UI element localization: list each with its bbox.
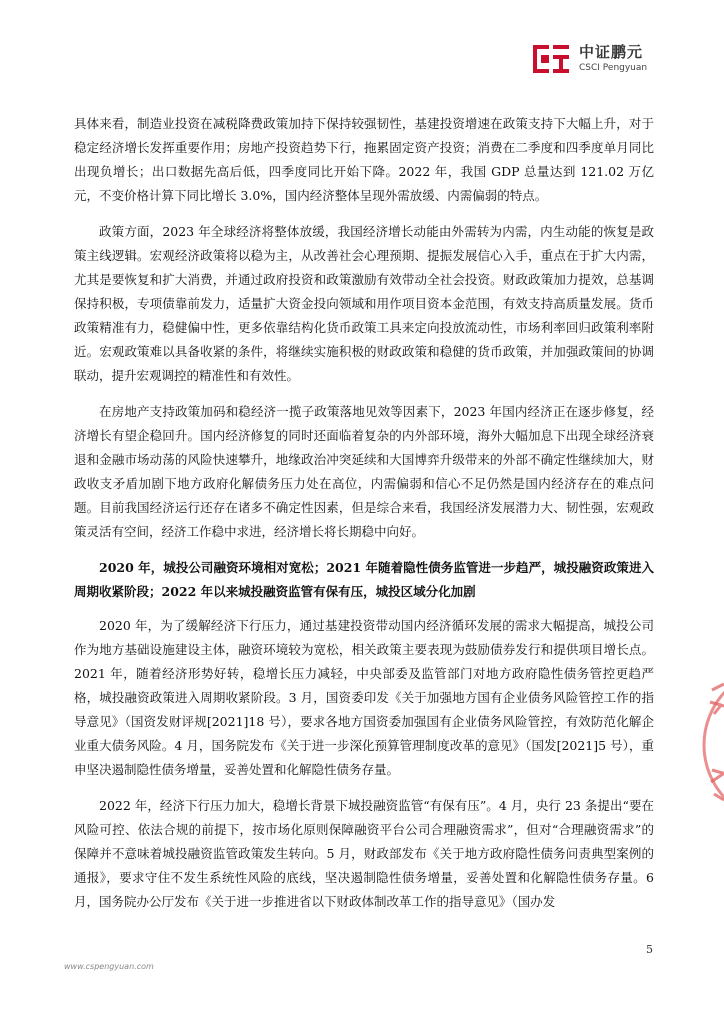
brand-name-en: CSCI Pengyuan <box>579 63 648 73</box>
paragraph-policy: 政策方面，2023 年全球经济将整体放缓，我国经济增长动能由外需转为内需，内生动能的恢复是政策主线逻辑。宏观经济政策将以稳为主，从改善社会心理预期、提振发展信心入手，重点在于扩大内需，尤其是要恢复和扩大消费，并通过政府投资和政策激励有效带动全社会投资。财政政策加力提效，总基调保持积极，专项债靠前发力，适量扩大资金投向领域和用作项目资本金范围，有效支持高质量发展。货币政策精准有力，稳健偏中性，更多依靠结构化货币政策工具来定向投放流动性，市场利率回归政策利率附近。宏观政策难以具备收紧的条件，将继续实施积极的财政政策和稳健的货币政策，并加强政策间的协调联动，提升宏观调控的精准性和有效性。 <box>74 224 654 383</box>
report-body <box>74 112 654 926</box>
company-logo <box>531 33 681 83</box>
paragraph-economy-detail: 具体来看，制造业投资在减税降费政策加持下保持较强韧性，基建投资增速在政策支持下大幅上升，对于稳定经济增长发挥重要作用；房地产投资趋势下行，拖累固定资产投资；消费在二季度和四季度单月同比出现负增长；出口数据先高后低，四季度同比开始下降。2022 年，我国 GDP 总量达到 121.02 万亿元，不变价格计算下同比增长 3.0%，国内经济整体呈现外需放缓、内需偏弱的特点。 <box>74 116 654 203</box>
seal-stamp-edge <box>702 650 724 840</box>
paragraph-2022: 2022 年，经济下行压力加大，稳增长背景下城投融资监管“有保有压”。4 月，央行 23 条提出“要在风险可控、依法合规的前提下，按市场化原则保障融资平台公司合理融资需求”，但对“合理融资需求”的保障并不意味着城投融资监管政策发生转向。5 月，财政部发布《关于地方政府隐性债务问责典型案例的通报》，要求守住不发生系统性风险的底线，坚决遏制隐性债务增量，妥善处置和化解隐性债务存量。6 月，国务院办公厅发布《关于进一步推进省以下财政体制改革工作的指导意见》（国办发 <box>74 798 654 909</box>
brand-name-cn: 中证鹏元 <box>579 43 644 61</box>
footer-website: www.cspengyuan.com <box>64 962 154 971</box>
section-heading: 2020 年，城投公司融资环境相对宽松；2021 年随着隐性债务监管进一步趋严，城投融资政策进入周期收紧阶段；2022 年以来城投融资监管有保有压，城投区域分化加剧 <box>74 560 654 599</box>
paragraph-outlook: 在房地产支持政策加码和稳经济一揽子政策落地见效等因素下，2023 年国内经济正在逐步修复，经济增长有望企稳回升。国内经济修复的同时还面临着复杂的内外部环境，海外大幅加息下出现全球经济衰退和金融市场动荡的风险快速攀升，地缘政治冲突延续和大国博弈升级带来的外部不确定性继续加大，财政收支矛盾加剧下地方政府化解债务压力处在高位，内需偏弱和信心不足仍然是国内经济存在的难点问题。目前我国经济运行还存在诸多不确定性因素，但是综合来看，我国经济发展潜力大、韧性强，宏观政策灵活有空间，经济工作稳中求进，经济增长将长期稳中向好。 <box>74 404 654 539</box>
page-number: 5 <box>646 943 653 956</box>
paragraph-2020-2021: 2020 年，为了缓解经济下行压力，通过基建投资带动国内经济循环发展的需求大幅提高，城投公司作为地方基础设施建设主体，融资环境较为宽松，相关政策主要表现为鼓励债券发行和提供项目增长点。2021 年，随着经济形势好转，稳增长压力减轻，中央部委及监管部门对地方政府隐性债务管控更趋严格，城投融资政策进入周期收紧阶段。3 月，国资委印发《关于加强地方国有企业债务风险管控工作的指导意见》（国资发财评规[2021]18 号），要求各地方国资委加强国有企业债务风险管控，有效防范化解企业重大债务风险。4 月，国务院发布《关于进一步深化预算管理制度改革的意见》（国发[2021]5 号），重申坚决遏制隐性债务增量，妥善处置和化解隐性债务存量。 <box>74 618 654 777</box>
pengyuan-logo-icon <box>531 41 571 77</box>
